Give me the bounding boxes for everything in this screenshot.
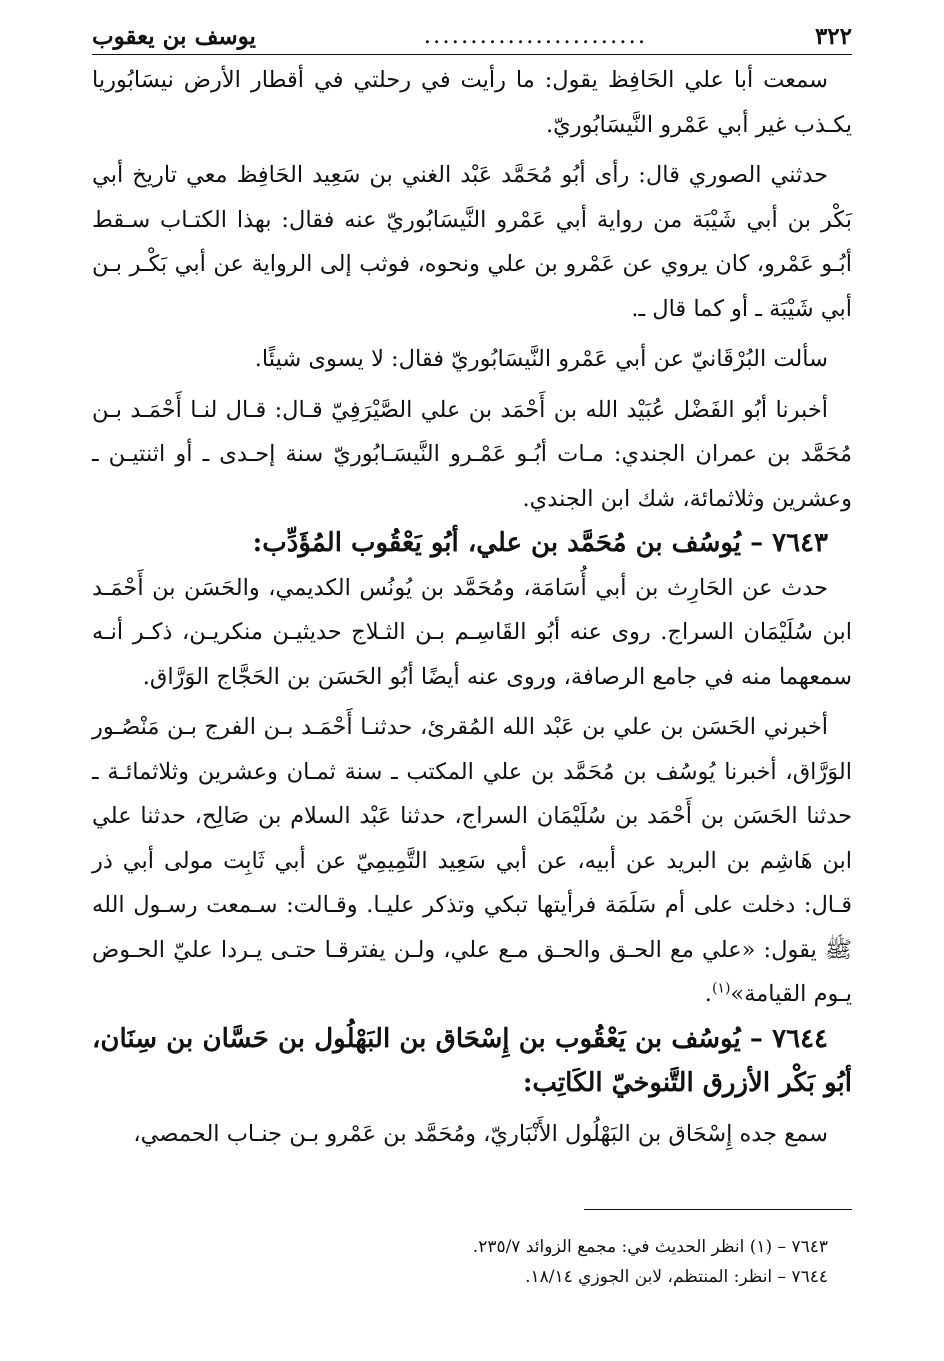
paragraph-6-text: أخبرني الحَسَن بن علي بن عَبْد الله المُقرئ، حدثنـا أَحْمَـد بـن الفرج بـن مَنْصُـور الوَرَّاق، أخبرنا يُوسُف بن مُحَمَّد بن علي المكتب ـ سنة ثمـان وعشرين وثلاثمائـة ـ حدثنا الحَسَن بن أَحْمَد بن سُلَيْمَان السراج، حدثنا عَبْد السلام بن صَالِح، حدثنا علي ابن هَاشِم بن البريد عن أبيه، عن أبي سَعِيد التَّمِيمِيّ عن أبي ثَابِت مولى أبي ذر قـال: دخلت على أم سَلَمَة فرأيتها تبكي وتذكر عليـا. وقـالت: سـمعت رسـول الله ﷺ يقول: «علي مع الحـق والحـق مـع علي، ولـن يفترقـا حتـى يـردا عليّ الحـوض يـوم القيامة» (92, 714, 852, 1007)
paragraph-5: حدث عن الحَارِث بن أبي أُسَامَة، ومُحَمَّد بن يُونُس الكديمي، والحَسَن بن أَحْمَـد ابن سُلَيْمَان السراج. روى عنه أبُو القَاسِـم بـن الثـلاج حديثيـن منكريـن، ذكـر أنـه سمعهما منه في جامع الرصافة، وروى عنه أيضًا أبُو الحَسَن بن الحَجَّاج الوَرَّاق. (92, 574, 852, 690)
page-number: ٣٢٢ (814, 22, 852, 50)
paragraph-6 (92, 705, 852, 1017)
running-title: يوسف بن يعقوب (92, 22, 256, 50)
footnotes (92, 1232, 852, 1292)
header-dots: ........................ (423, 23, 648, 49)
entry-heading-7643: ٧٦٤٣ – يُوسُف بن مُحَمَّد بن علي، أبُو يَعْقُوب المُؤَدِّب: (252, 528, 828, 558)
running-header (92, 18, 852, 55)
footnote-2: ٧٦٤٤ – انظر: المنتظم، لابن الجوزي ١٨/١٤. (525, 1267, 828, 1287)
paragraph-7: سمع جده إِسْحَاق بن البَهْلُول الأَنْبَاريّ، ومُحَمَّد بن عَمْرو بـن جنـاب الحمصي، (133, 1120, 828, 1147)
footnote-1: ٧٦٤٣ – (١) انظر الحديث في: مجمع الزوائد ٢٣٥/٧. (472, 1237, 828, 1257)
footnote-divider (584, 1209, 852, 1210)
paragraph-4: أخبرنا أبُو الفَضْل عُبَيْد الله بن أَحْمَد بن علي الصَّيْرَفِيّ قـال: قـال لنـا أَحْمَـد بـن مُحَمَّد بن عمران الجندي: مـات أبُـو عَمْـرو النَّيسَـابُوريّ سنة إحـدى ـ أو اثنتيـن ـ وعشرين وثلاثمائة، شك ابن الجندي. (92, 396, 852, 512)
paragraph-6-end: . (704, 981, 712, 1007)
page-body (92, 58, 852, 1156)
paragraph-1: سمعت أبا علي الحَافِظ يقول: ما رأيت في رحلتي في أقطار الأرض نيسَابُوريا يكـذب غير أبي عَمْرو النَّيسَابُوريّ. (92, 67, 852, 138)
footnote-ref: (١) (711, 980, 731, 997)
paragraph-3: سألت البُرْقَانيّ عن أبي عَمْرو النَّيسَابُوريّ فقال: لا يسوى شيئًا. (254, 346, 828, 372)
entry-heading-7644: ٧٦٤٤ – يُوسُف بن يَعْقُوب بن إِسْحَاق بن البَهْلُول بن حَسَّان بن سِنَان، أبُو بَكْر الأزرق التَّنوخيّ الكَاتِب: (92, 1023, 852, 1098)
paragraph-2: حدثني الصوري قال: رأى أبُو مُحَمَّد عَبْد الغني بن سَعِيد الحَافِظ معي تاريخ أبي بَكْر بن أبي شَيْبَة من رواية أبي عَمْرو النَّيسَابُوريّ عنه فقال: بهذا الكتـاب سـقط أبُـو عَمْرو، كان يروي عن عَمْرو بن علي ونحوه، فوثب إلى الرواية عن أبي بَكْـر بـن أبي شَيْبَة ـ أو كما قال ـ. (92, 162, 852, 322)
